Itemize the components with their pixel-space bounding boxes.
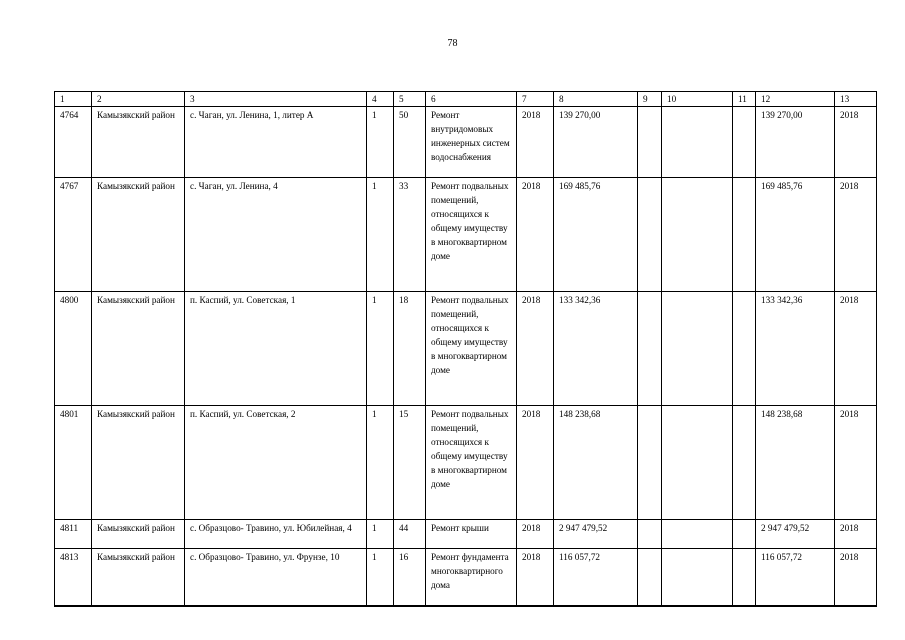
table-cell: 50 — [394, 107, 426, 178]
table-cell: 4800 — [55, 292, 92, 406]
table-cell: 2 947 479,52 — [554, 520, 638, 549]
table-cell: 1 — [367, 107, 394, 178]
table-cell: 1 — [367, 549, 394, 606]
table-cell: п. Каспий, ул. Советская, 2 — [185, 406, 367, 520]
table-cell: 2018 — [835, 406, 877, 520]
table-cell: 16 — [394, 549, 426, 606]
table-cell: 2018 — [517, 520, 554, 549]
table-cell: с. Чаган, ул. Ленина, 1, литер А — [185, 107, 367, 178]
table-cell: 169 485,76 — [554, 178, 638, 292]
table-cell — [638, 107, 662, 178]
table-cell: 169 485,76 — [756, 178, 835, 292]
table-cell: 1 — [367, 292, 394, 406]
table-cell: 2018 — [517, 406, 554, 520]
column-header: 12 — [756, 92, 835, 107]
column-header: 2 — [92, 92, 185, 107]
table-cell: Ремонт крыши — [426, 520, 517, 549]
header-row — [55, 92, 877, 107]
table-row — [55, 178, 877, 292]
table-cell: с. Образцово- Травино, ул. Фрунзе, 10 — [185, 549, 367, 606]
page-number: 78 — [447, 38, 458, 49]
table-cell: Ремонт подвальных помещений, относящихся к общему имуществу в многоквартирном доме — [426, 292, 517, 406]
table-cell — [662, 549, 733, 606]
table-cell — [662, 107, 733, 178]
table-cell: 4801 — [55, 406, 92, 520]
column-header: 6 — [426, 92, 517, 107]
table-cell: 133 342,36 — [554, 292, 638, 406]
table-row — [55, 107, 877, 178]
table-cell — [638, 406, 662, 520]
table-cell: Камызякский район — [92, 549, 185, 606]
table-cell: 4813 — [55, 549, 92, 606]
column-header: 11 — [733, 92, 756, 107]
register-table — [54, 91, 877, 607]
column-header: 8 — [554, 92, 638, 107]
table-cell: Ремонт фундамента многоквартирного дома — [426, 549, 517, 606]
table-cell: 139 270,00 — [756, 107, 835, 178]
table-cell: Ремонт внутридомовых инженерных систем водоснабжения — [426, 107, 517, 178]
table-cell: 2018 — [835, 520, 877, 549]
table-cell: 148 238,68 — [756, 406, 835, 520]
table-cell — [733, 107, 756, 178]
table-cell: 148 238,68 — [554, 406, 638, 520]
table-cell — [638, 292, 662, 406]
column-header: 1 — [55, 92, 92, 107]
table-cell: 2018 — [517, 292, 554, 406]
table-cell: 2 947 479,52 — [756, 520, 835, 549]
table-cell — [662, 178, 733, 292]
table-cell — [662, 520, 733, 549]
table-cell: 2018 — [517, 178, 554, 292]
table-cell: Камызякский район — [92, 406, 185, 520]
table-cell — [638, 520, 662, 549]
table-cell: Камызякский район — [92, 178, 185, 292]
table-cell: 2018 — [835, 178, 877, 292]
table-cell: 116 057,72 — [554, 549, 638, 606]
table-cell — [733, 549, 756, 606]
table-cell: 44 — [394, 520, 426, 549]
table-cell: 4764 — [55, 107, 92, 178]
column-header: 5 — [394, 92, 426, 107]
table-cell: 4767 — [55, 178, 92, 292]
table-cell: 116 057,72 — [756, 549, 835, 606]
table-cell: 1 — [367, 178, 394, 292]
table-cell: 15 — [394, 406, 426, 520]
table-cell: с. Чаган, ул. Ленина, 4 — [185, 178, 367, 292]
table-cell: 2018 — [517, 107, 554, 178]
table-cell: Камызякский район — [92, 520, 185, 549]
column-header: 9 — [638, 92, 662, 107]
table-cell: с. Образцово- Травино, ул. Юбилейная, 4 — [185, 520, 367, 549]
table-cell — [662, 292, 733, 406]
table-cell: 139 270,00 — [554, 107, 638, 178]
column-header: 4 — [367, 92, 394, 107]
table-cell: Ремонт подвальных помещений, относящихся к общему имуществу в многоквартирном доме — [426, 178, 517, 292]
table-cell: 2018 — [835, 107, 877, 178]
table-cell — [638, 549, 662, 606]
table-cell — [733, 520, 756, 549]
table-cell: 1 — [367, 406, 394, 520]
table-cell: 18 — [394, 292, 426, 406]
table-cell: 2018 — [835, 292, 877, 406]
table-cell: 2018 — [835, 549, 877, 606]
column-header: 10 — [662, 92, 733, 107]
table-cell: 4811 — [55, 520, 92, 549]
table-cell: Камызякский район — [92, 292, 185, 406]
table-cell: 133 342,36 — [756, 292, 835, 406]
table-cell: 33 — [394, 178, 426, 292]
table-cell: 1 — [367, 520, 394, 549]
column-header: 13 — [835, 92, 877, 107]
table-cell: Камызякский район — [92, 107, 185, 178]
table-cell — [733, 178, 756, 292]
table-cell — [662, 406, 733, 520]
table-cell: Ремонт подвальных помещений, относящихся к общему имуществу в многоквартирном доме — [426, 406, 517, 520]
table-cell — [733, 406, 756, 520]
table-row — [55, 292, 877, 406]
table-cell: п. Каспий, ул. Советская, 1 — [185, 292, 367, 406]
table-row — [55, 520, 877, 549]
table-row — [55, 549, 877, 606]
table-cell — [733, 292, 756, 406]
column-header: 7 — [517, 92, 554, 107]
table-cell — [638, 178, 662, 292]
table-row — [55, 406, 877, 520]
table-cell: 2018 — [517, 549, 554, 606]
column-header: 3 — [185, 92, 367, 107]
